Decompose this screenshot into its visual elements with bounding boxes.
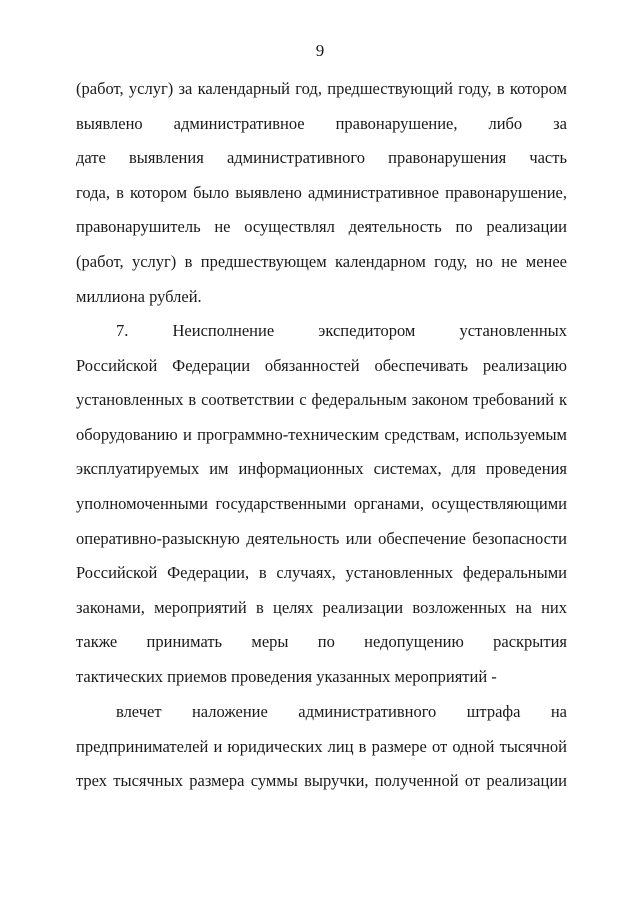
text-line: миллиона рублей. [76, 286, 202, 306]
text-line: (работ, услуг) за календарный год, предшествующий году, в котором [76, 79, 567, 98]
text-line: правонарушитель не осуществлял деятельность по реализации [76, 217, 567, 237]
text-line: года, в котором было выявлено административное правонарушение, [76, 182, 567, 202]
paragraph-7 [76, 314, 567, 695]
text-line: также принимать меры по недопущению раскрытия [76, 632, 567, 652]
text-line: Российской Федерации обязанностей обеспечивать реализацию [76, 355, 567, 375]
paragraph-penalty [76, 695, 567, 799]
text-line: тактических приемов проведения указанных мероприятий - [76, 666, 497, 686]
text-line: дате выявления административного правонарушения часть [76, 148, 567, 168]
text-line: оперативно-разыскную деятельность или обеспечение безопасности [76, 528, 567, 548]
text-line: трех тысячных размера суммы выручки, полученной от реализации [76, 771, 567, 791]
text-line: (работ, услуг) в предшествующем календарном году, но не менее [76, 251, 567, 271]
text-line: 7. Неисполнение экспедитором установленных [116, 321, 567, 340]
text-line: выявлено административное правонарушение, либо за [76, 113, 567, 133]
text-line: уполномоченными государственными органами, осуществляющими [76, 493, 567, 513]
text-line: влечет наложение административного штрафа на [116, 702, 567, 721]
text-line: законами, мероприятий в целях реализации возложенных на них [76, 597, 567, 617]
text-line: эксплуатируемых им информационных системах, для проведения [76, 459, 567, 479]
text-line: предпринимателей и юридических лиц в размере от одной тысячной [76, 736, 567, 756]
paragraph-continuation [76, 72, 567, 314]
text-line: оборудованию и программно-техническим средствам, используемым [76, 424, 567, 444]
text-line: Российской Федерации, в случаях, установленных федеральными [76, 563, 567, 583]
page-number: 9 [315, 41, 325, 60]
text-line: установленных в соответствии с федеральным законом требований к [76, 390, 567, 410]
